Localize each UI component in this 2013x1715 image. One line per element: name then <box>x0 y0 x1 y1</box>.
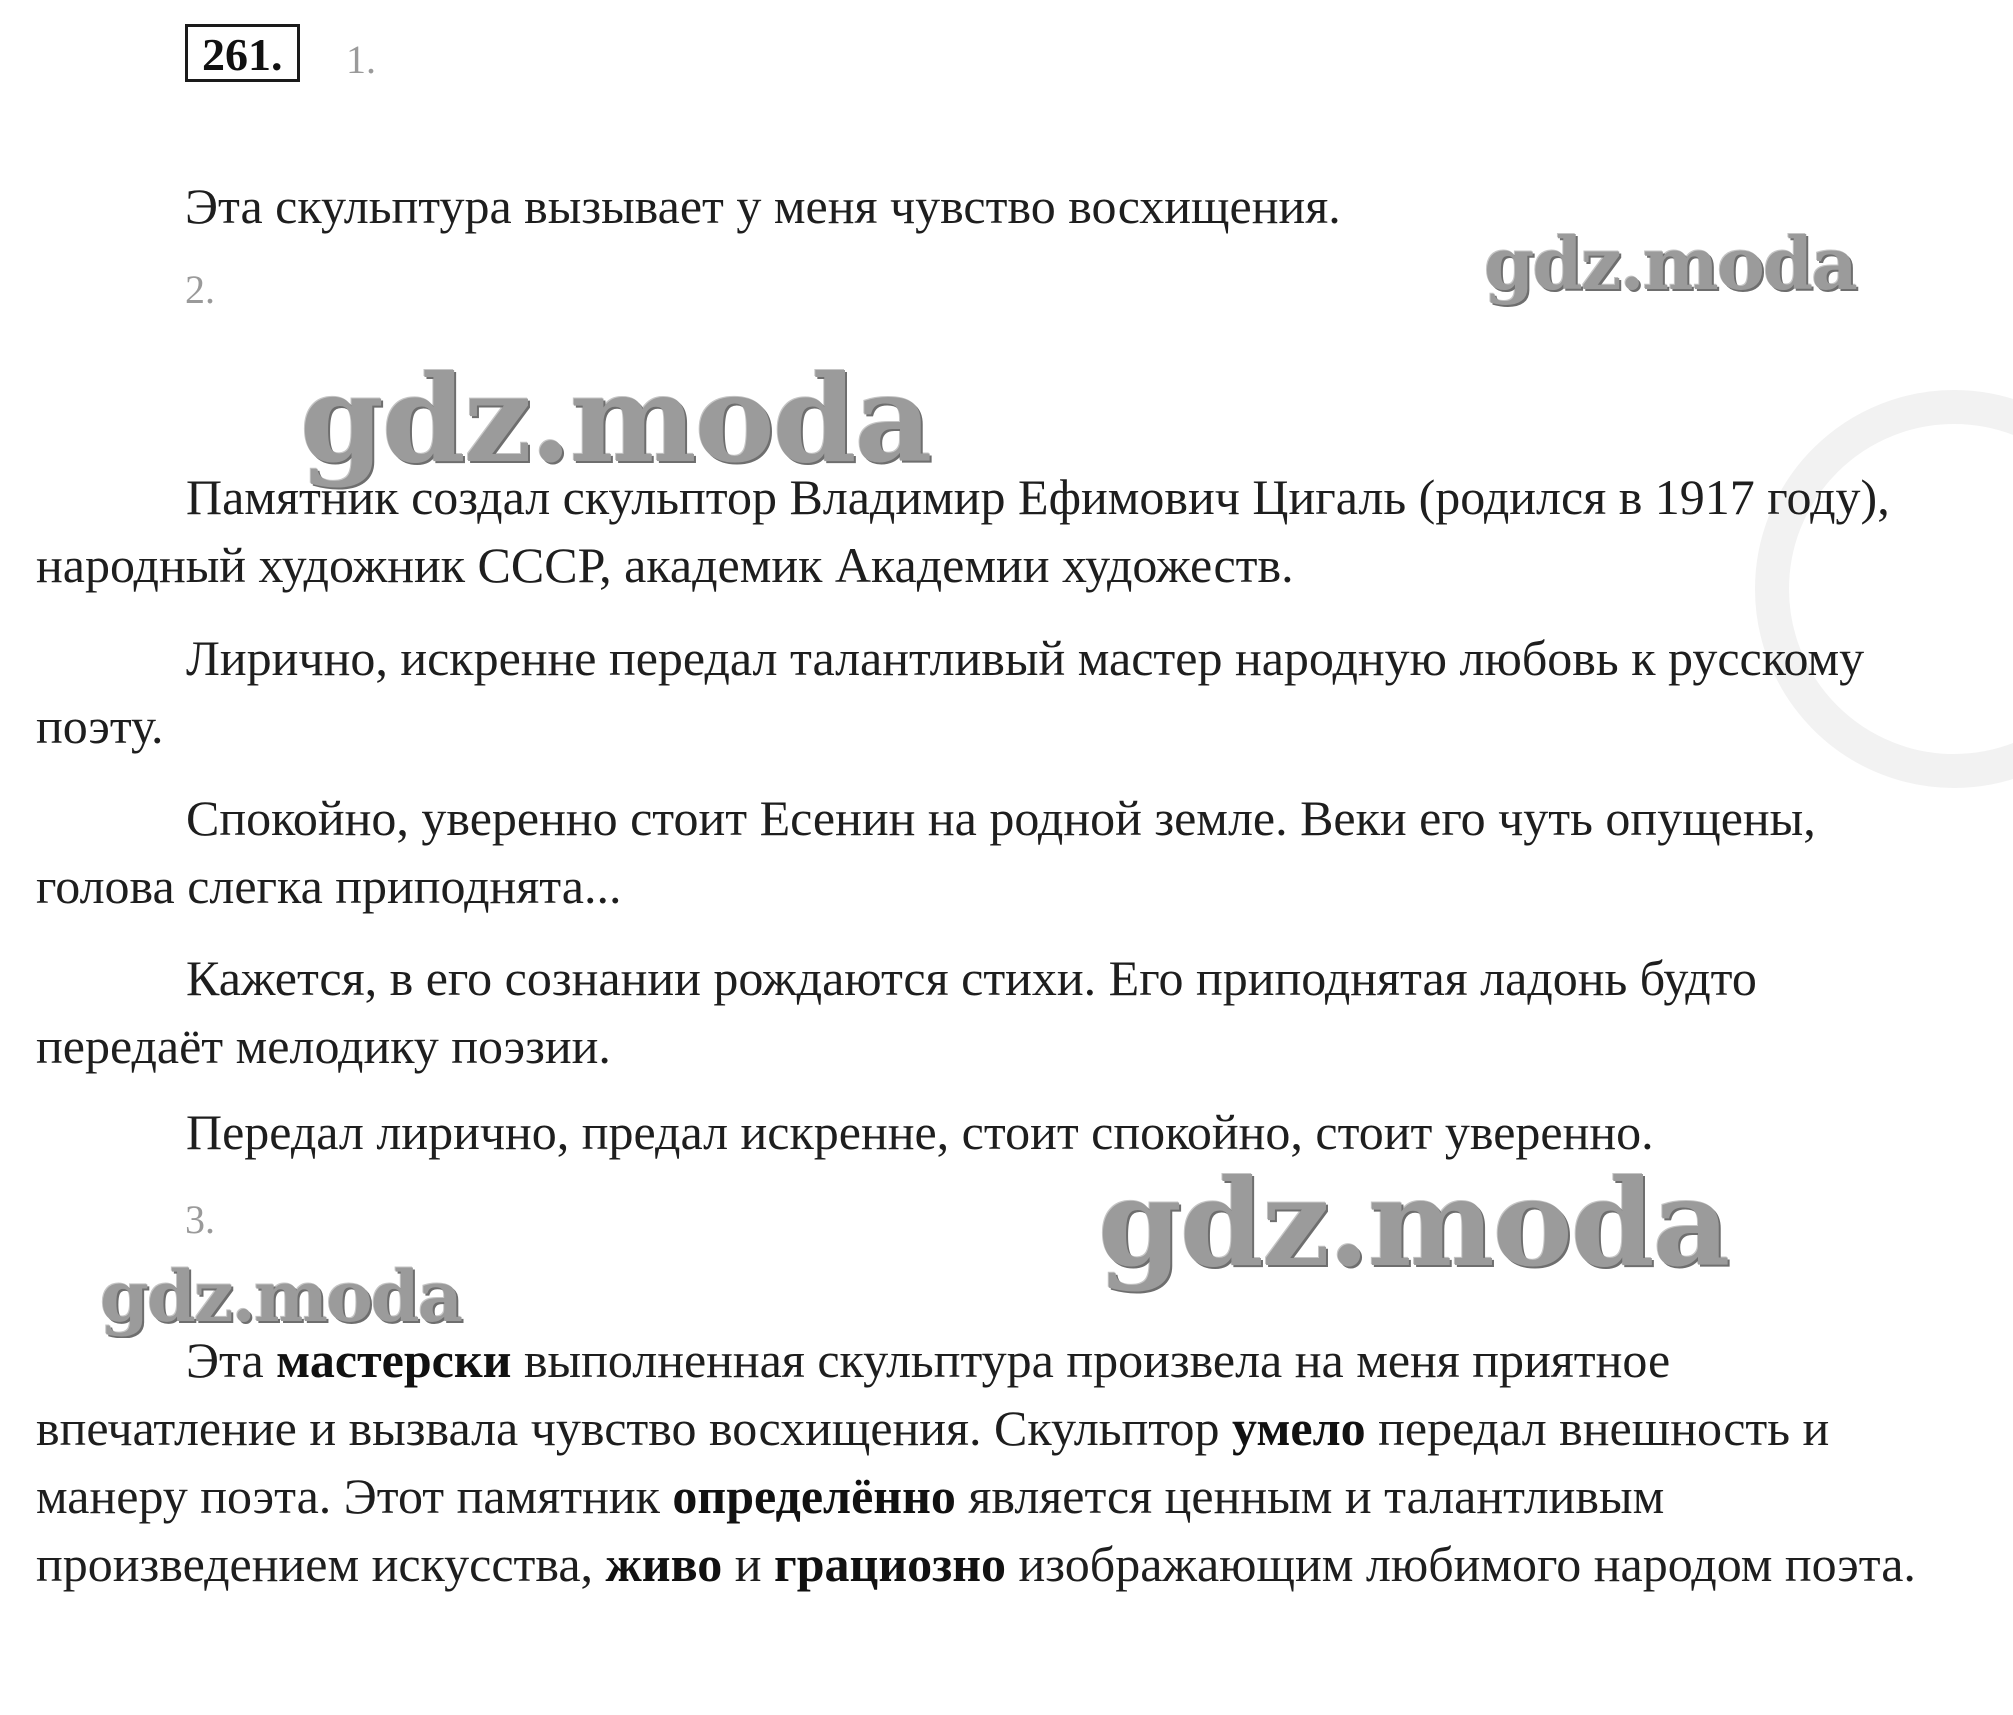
answer-paragraph-7 <box>36 1326 1936 1598</box>
answer-paragraph-2: Памятник создал скульптор Владимир Ефимович Цигаль (родился в 1917 году), народный художник СССР, академик Академии художеств. <box>36 469 1890 593</box>
watermark: gdz.moda <box>300 349 931 490</box>
bold-word: живо <box>605 1536 723 1592</box>
text-segment: выполненная скульптура произвела на меня приятное впечатление и вызвала чувство восхищения. Скульптор <box>36 1332 1671 1456</box>
section-marker-3: 3. <box>185 1197 215 1242</box>
answer-paragraph-3: Лирично, искренне передал талантливый мастер народную любовь к русскому поэту. <box>36 630 1865 754</box>
text-segment: и <box>722 1536 775 1592</box>
exercise-number: 261. <box>185 24 300 82</box>
answer-paragraph-6: Передал лирично, предал искренне, стоит спокойно, стоит уверенно. <box>186 1104 1654 1160</box>
watermark: gdz.moda <box>1098 1153 1729 1294</box>
bold-word: умело <box>1231 1400 1366 1456</box>
bold-word: грациозно <box>774 1536 1007 1592</box>
section-marker-1: 1. <box>346 37 376 82</box>
watermark: gdz.moda <box>100 1255 462 1338</box>
text-segment: передал внешность и манеру поэта. Этот памятник <box>36 1400 1830 1524</box>
section-marker-2: 2. <box>185 267 215 312</box>
text-segment: Эта <box>186 1332 277 1388</box>
answer-paragraph-5: Кажется, в его сознании рождаются стихи. Его приподнятая ладонь будто передаёт мелодику поэзии. <box>36 950 1757 1074</box>
text-segment: является ценным и талантливым произведением искусства, <box>36 1468 1665 1592</box>
answer-paragraph-4: Спокойно, уверенно стоит Есенин на родной земле. Веки его чуть опущены, голова слегка приподнята... <box>36 790 1816 914</box>
bold-word: определённо <box>672 1468 956 1524</box>
answer-paragraph-1: Эта скульптура вызывает у меня чувство восхищения. <box>185 178 1341 234</box>
watermark: gdz.moda <box>1484 221 1856 306</box>
bold-word: мастерски <box>276 1332 512 1388</box>
text-segment: изображающим любимого народом поэта. <box>1006 1536 1916 1592</box>
